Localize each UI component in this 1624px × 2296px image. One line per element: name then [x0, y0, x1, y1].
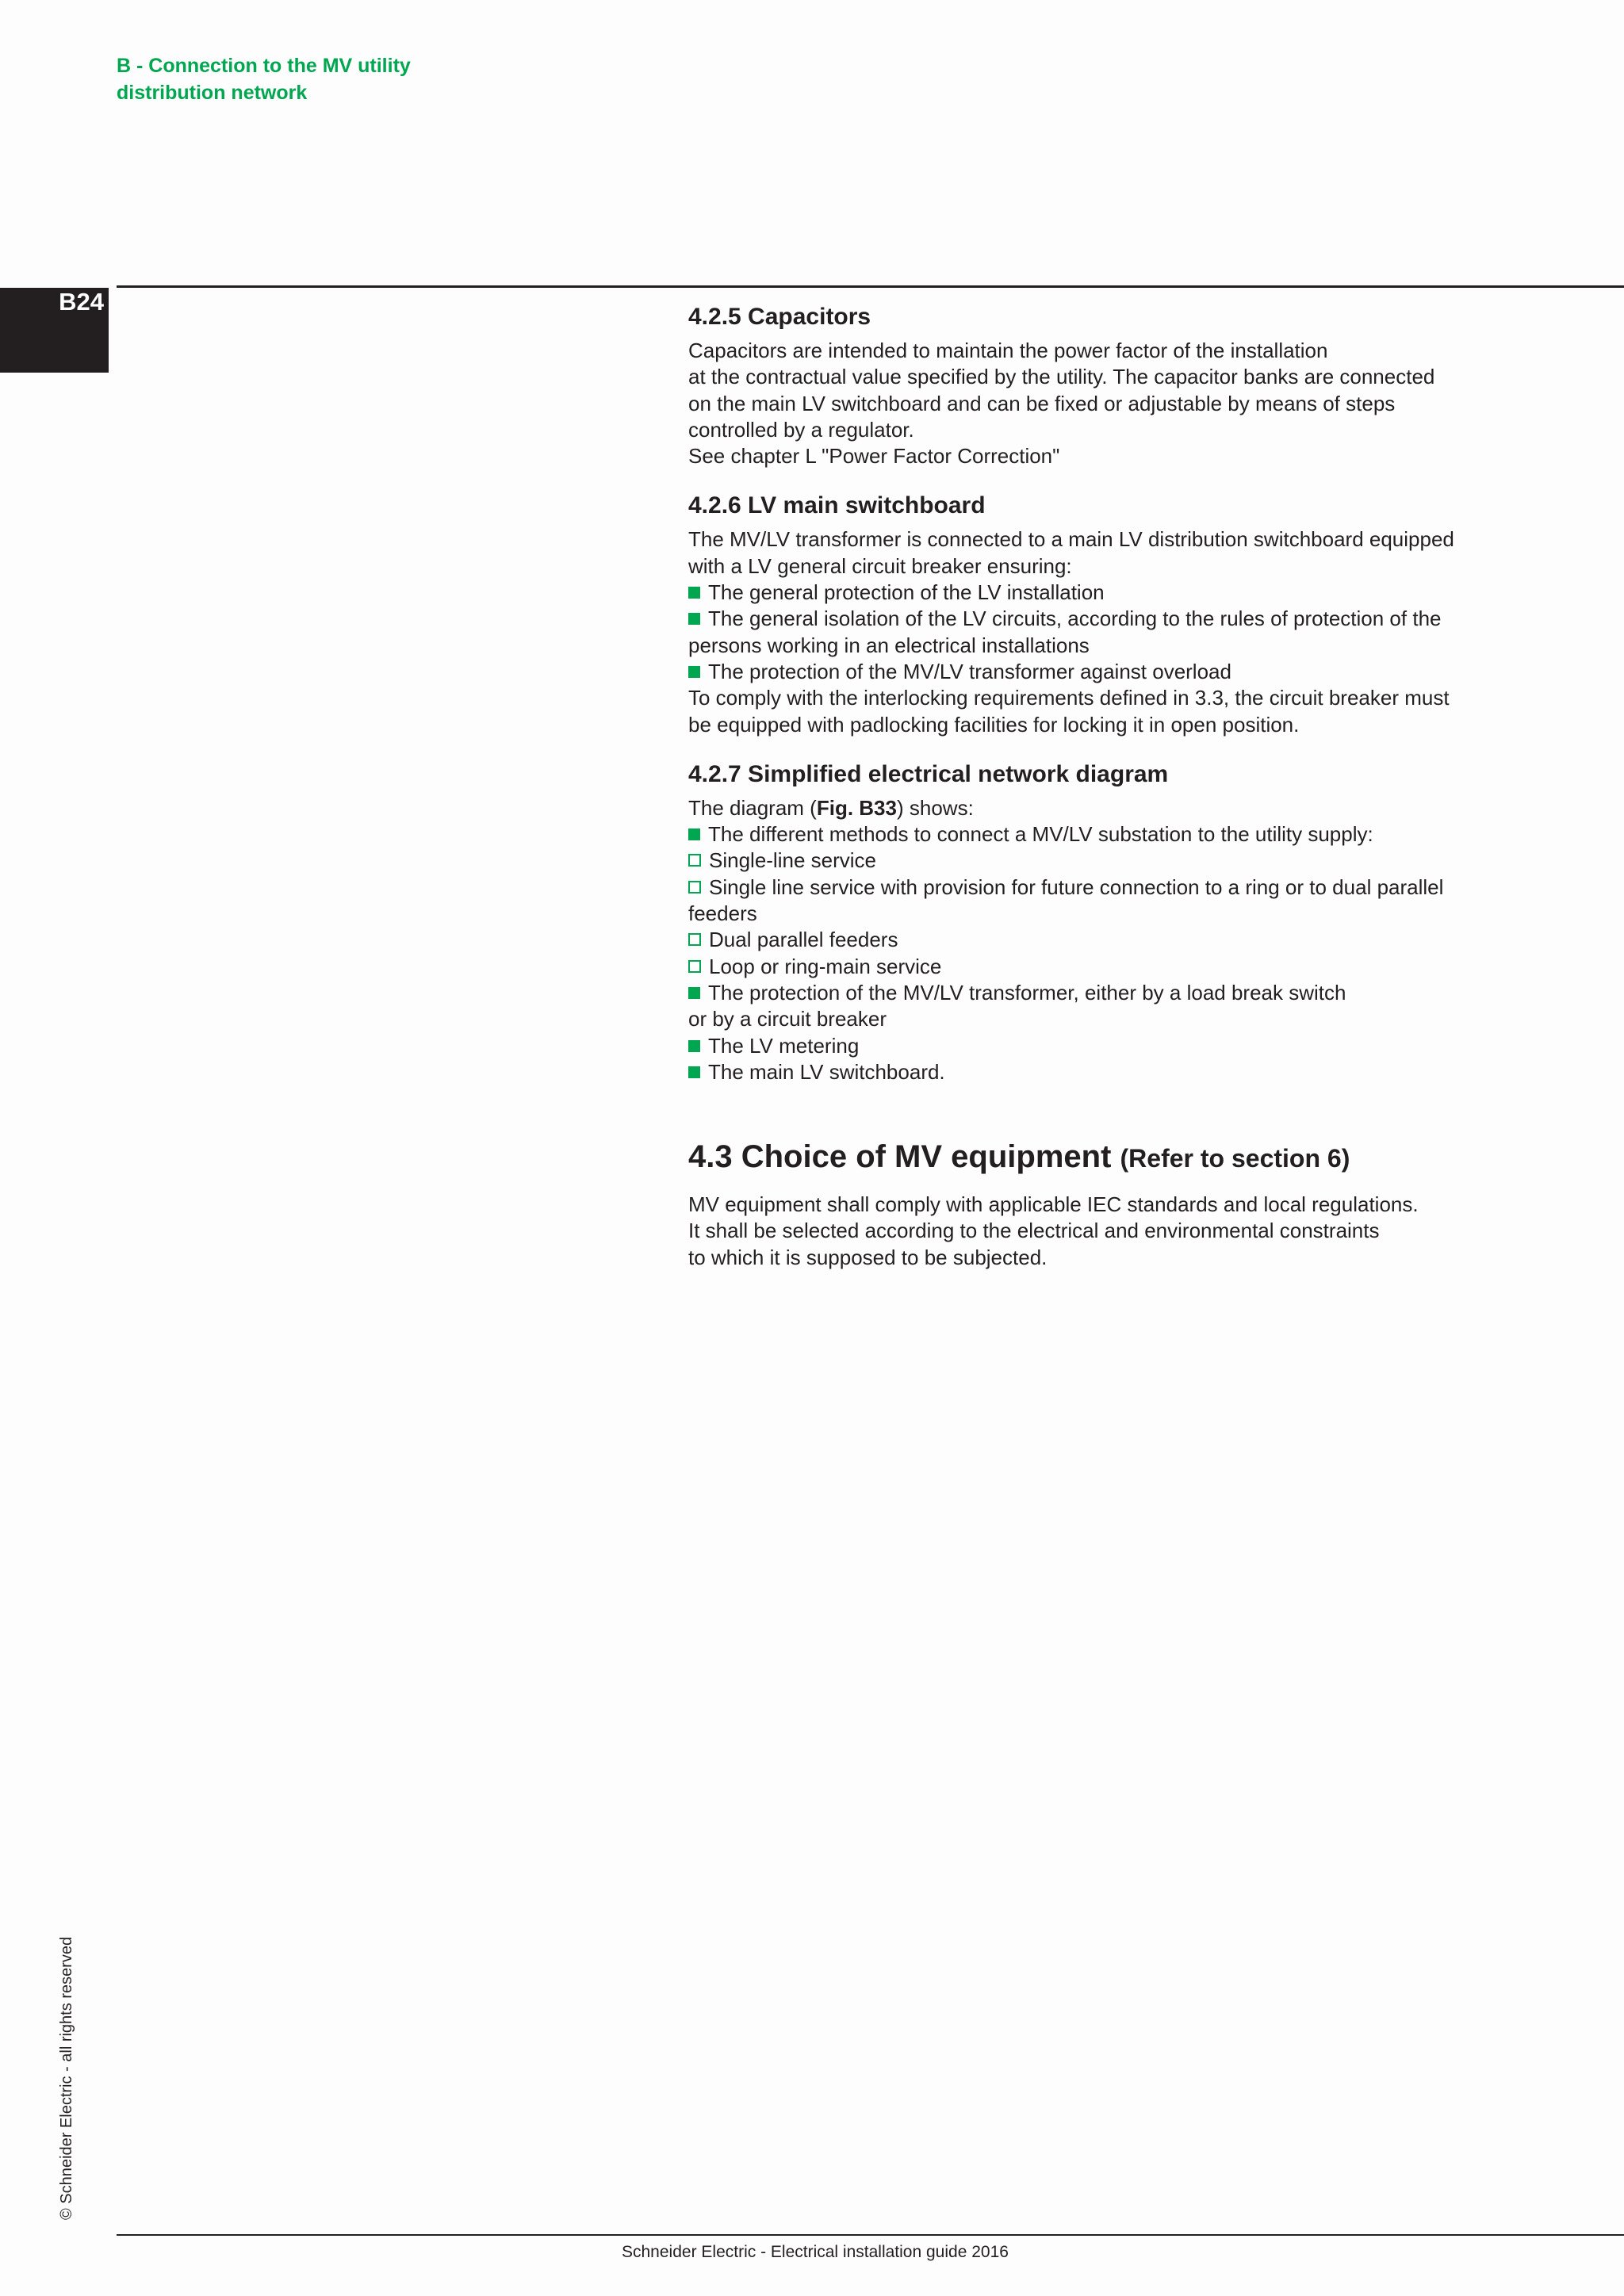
list-item: The protection of the MV/LV transformer against overload — [688, 659, 1576, 685]
square-bullet-icon — [688, 1066, 700, 1078]
paragraph-line: Capacitors are intended to maintain the power factor of the installation — [688, 339, 1328, 362]
square-bullet-icon — [688, 613, 700, 625]
page-number-tab — [0, 288, 109, 373]
section-4-2-7 — [688, 759, 1576, 1085]
paragraph-line: MV equipment shall comply with applicable IEC standards and local regulations. — [688, 1192, 1419, 1217]
section-4-3 — [688, 1136, 1576, 1271]
list-item: The general isolation of the LV circuits, according to the rules of protection of the — [688, 606, 1576, 632]
square-bullet-icon — [688, 828, 700, 840]
square-bullet-icon — [688, 587, 700, 599]
list-item-continuation: or by a circuit breaker — [688, 1007, 887, 1031]
page-number: B24 — [59, 288, 104, 316]
paragraph-line: to which it is supposed to be subjected. — [688, 1245, 1048, 1269]
chapter-header-line-2: distribution network — [117, 82, 308, 104]
sub-list-item: Loop or ring-main service — [688, 954, 1576, 980]
paragraph-line: on the main LV switchboard and can be fixed or adjustable by means of steps — [688, 391, 1396, 415]
list-item-continuation: feeders — [688, 901, 757, 926]
square-bullet-icon — [688, 987, 700, 999]
paragraph-line: To comply with the interlocking requirements defined in 3.3, the circuit breaker must — [688, 686, 1450, 710]
paragraph-line: at the contractual value specified by the utility. The capacitor banks are connected — [688, 365, 1435, 389]
paragraph-line: The diagram (Fig. B33) shows: — [688, 795, 974, 820]
square-bullet-icon — [688, 666, 700, 678]
hollow-square-bullet-icon — [688, 933, 701, 946]
list-item: The LV metering — [688, 1033, 1576, 1059]
hollow-square-bullet-icon — [688, 960, 701, 973]
section-4-2-6 — [688, 490, 1576, 737]
sub-list-item: Single line service with provision for future connection to a ring or to dual parallel — [688, 874, 1576, 901]
list-item: The different methods to connect a MV/LV substation to the utility supply: — [688, 821, 1576, 848]
hollow-square-bullet-icon — [688, 854, 701, 867]
list-item-continuation: persons working in an electrical installations — [688, 633, 1090, 657]
paragraph-line: See chapter L "Power Factor Correction" — [688, 444, 1060, 469]
list-item: The main LV switchboard. — [688, 1059, 1576, 1085]
top-rule — [117, 285, 1624, 288]
section-4-2-7-title: 4.2.7 Simplified electrical network diagram — [688, 760, 1169, 787]
section-4-3-reference: (Refer to section 6) — [1120, 1144, 1350, 1173]
page-footer: Schneider Electric - Electrical installation guide 2016 — [622, 2243, 1009, 2261]
bottom-rule — [117, 2234, 1624, 2236]
section-4-2-5-title: 4.2.5 Capacitors — [688, 304, 871, 330]
section-4-2-5 — [688, 301, 1576, 469]
copyright-notice: © Schneider Electric - all rights reserved — [58, 1936, 75, 2220]
list-item: The protection of the MV/LV transformer, either by a load break switch — [688, 980, 1576, 1006]
square-bullet-icon — [688, 1040, 700, 1052]
sub-list-item: Single-line service — [688, 848, 1576, 874]
section-4-2-6-title: 4.2.6 LV main switchboard — [688, 492, 986, 519]
chapter-header-line-1: B - Connection to the MV utility — [117, 55, 411, 77]
figure-reference: Fig. B33 — [816, 795, 897, 820]
main-content — [688, 301, 1576, 1271]
paragraph-line: with a LV general circuit breaker ensuring: — [688, 553, 1072, 578]
paragraph-line: controlled by a regulator. — [688, 417, 914, 442]
chapter-header — [117, 52, 411, 106]
paragraph-line: The MV/LV transformer is connected to a main LV distribution switchboard equipped — [688, 527, 1454, 552]
paragraph-line: be equipped with padlocking facilities for locking it in open position. — [688, 712, 1300, 737]
sub-list-item: Dual parallel feeders — [688, 927, 1576, 953]
paragraph-line: It shall be selected according to the electrical and environmental constraints — [688, 1219, 1380, 1243]
section-4-3-title: 4.3 Choice of MV equipment (Refer to section 6) — [688, 1139, 1350, 1175]
list-item: The general protection of the LV installation — [688, 580, 1576, 606]
hollow-square-bullet-icon — [688, 881, 701, 894]
